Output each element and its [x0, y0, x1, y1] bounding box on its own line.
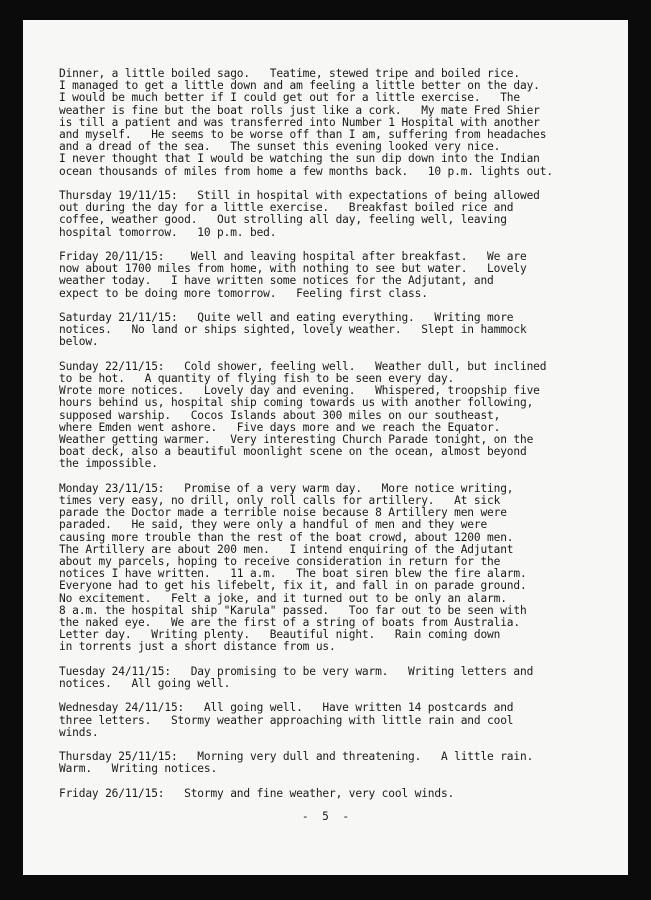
diary-entry	[59, 68, 619, 178]
text-line: The Artillery are about 200 men. I intend enquiring of the Adjutant	[59, 542, 514, 556]
diary-entry	[59, 312, 619, 349]
text-line: is till a patient and was transferred into Number 1 Hospital with another	[59, 115, 540, 129]
text-line: and a dread of the sea. The sunset this evening looked very nice.	[59, 140, 501, 154]
text-line: out during the day for a little exercise. Breakfast boiled rice and	[59, 201, 514, 215]
page-number: - 5 -	[301, 810, 350, 823]
text-line: expect to be doing more tomorrow. Feeling first class.	[59, 286, 428, 300]
text-line: Wrote more notices. Lovely day and evening. Whispered, troopship five	[59, 384, 540, 398]
diary-entry	[59, 190, 619, 239]
text-line: weather is fine but the boat rolls just like a cork. My mate Fred Shier	[59, 103, 540, 117]
text-line: Warm. Writing notices.	[59, 762, 218, 776]
text-line: winds.	[59, 725, 99, 739]
text-line: the impossible.	[59, 457, 158, 471]
text-line: Wednesday 24/11/15: All going well. Have written 14 postcards and	[59, 701, 514, 715]
text-line: and myself. He seems to be worse off than I am, suffering from headaches	[59, 128, 547, 142]
text-line: Weather getting warmer. Very interesting Church Parade tonight, on the	[59, 433, 534, 447]
text-line: weather today. I have written some notices for the Adjutant, and	[59, 274, 494, 288]
text-line: I would be much better if I could get out for a little exercise. The	[59, 91, 520, 105]
text-line: Dinner, a little boiled sago. Teatime, stewed tripe and boiled rice.	[59, 67, 520, 80]
diary-entry	[59, 751, 619, 775]
diary-entry	[59, 361, 619, 471]
text-line: in torrents just a short distance from us.	[59, 640, 336, 654]
text-line: notices I have written. 11 a.m. The boat siren blew the fire alarm.	[59, 567, 527, 581]
text-line: causing more trouble than the rest of the boat crowd, about 1200 men.	[59, 530, 514, 544]
text-line: 8 a.m. the hospital ship "Karula" passed. Too far out to be seen with	[59, 603, 527, 617]
text-line: I managed to get a little down and am feeling a little better on the day.	[59, 79, 540, 93]
text-line: I never thought that I would be watching the sun dip down into the Indian	[59, 152, 540, 166]
text-line: parade the Doctor made a terrible noise because 8 Artillery men were	[59, 506, 507, 520]
text-line: hours behind us, hospital ship coming towards us with another following,	[59, 396, 534, 410]
text-line: where Emden went ashore. Five days more and we reach the Equator.	[59, 420, 501, 434]
text-line: supposed warship. Cocos Islands about 300 miles on our southeast,	[59, 408, 501, 422]
text-line: below.	[59, 335, 99, 349]
text-line: No excitement. Felt a joke, and it turned out to be only an alarm.	[59, 591, 507, 605]
text-line: Thursday 25/11/15: Morning very dull and threatening. A little rain.	[59, 750, 534, 764]
diary-entry	[59, 702, 619, 739]
text-line: coffee, weather good. Out strolling all day, feeling well, leaving	[59, 213, 507, 227]
text-line: the naked eye. We are the first of a string of boats from Australia.	[59, 616, 520, 630]
text-line: paraded. He said, they were only a handful of men and they were	[59, 518, 488, 532]
diary-entry	[59, 251, 619, 300]
text-line: Everyone had to get his lifebelt, fix it, and fall in on parade ground.	[59, 579, 527, 593]
text-line: times very easy, no drill, only roll calls for artillery. At sick	[59, 494, 501, 508]
diary-entry	[59, 666, 619, 690]
text-line: ocean thousands of miles from home a few months back. 10 p.m. lights out.	[59, 164, 553, 178]
diary-entry	[59, 483, 619, 654]
text-line: Friday 20/11/15: Well and leaving hospital after breakfast. We are	[59, 250, 527, 264]
text-line: Monday 23/11/15: Promise of a very warm day. More notice writing,	[59, 481, 514, 495]
diary-entry	[59, 788, 619, 800]
text-line: notices. All going well.	[59, 677, 231, 691]
text-line: boat deck, also a beautiful moonlight scene on the ocean, almost beyond	[59, 445, 527, 459]
text-line: Sunday 22/11/15: Cold shower, feeling well. Weather dull, but inclined	[59, 359, 547, 373]
text-line: now about 1700 miles from home, with nothing to see but water. Lovely	[59, 262, 527, 276]
document-page	[23, 20, 628, 875]
text-line: Friday 26/11/15: Stormy and fine weather, very cool winds.	[59, 786, 455, 800]
text-line: notices. No land or ships sighted, lovely weather. Slept in hammock	[59, 323, 527, 337]
text-line: three letters. Stormy weather approaching with little rain and cool	[59, 713, 514, 727]
text-line: Tuesday 24/11/15: Day promising to be very warm. Writing letters and	[59, 664, 534, 678]
text-line: to be hot. A quantity of flying fish to be seen every day.	[59, 372, 455, 386]
text-line: about my parcels, hoping to receive consideration in return for the	[59, 555, 501, 569]
text-line: Thursday 19/11/15: Still in hospital with expectations of being allowed	[59, 189, 540, 203]
diary-text	[59, 68, 619, 812]
text-line: Letter day. Writing plenty. Beautiful night. Rain coming down	[59, 628, 501, 642]
text-line: hospital tomorrow. 10 p.m. bed.	[59, 225, 277, 239]
text-line: Saturday 21/11/15: Quite well and eating everything. Writing more	[59, 311, 514, 325]
